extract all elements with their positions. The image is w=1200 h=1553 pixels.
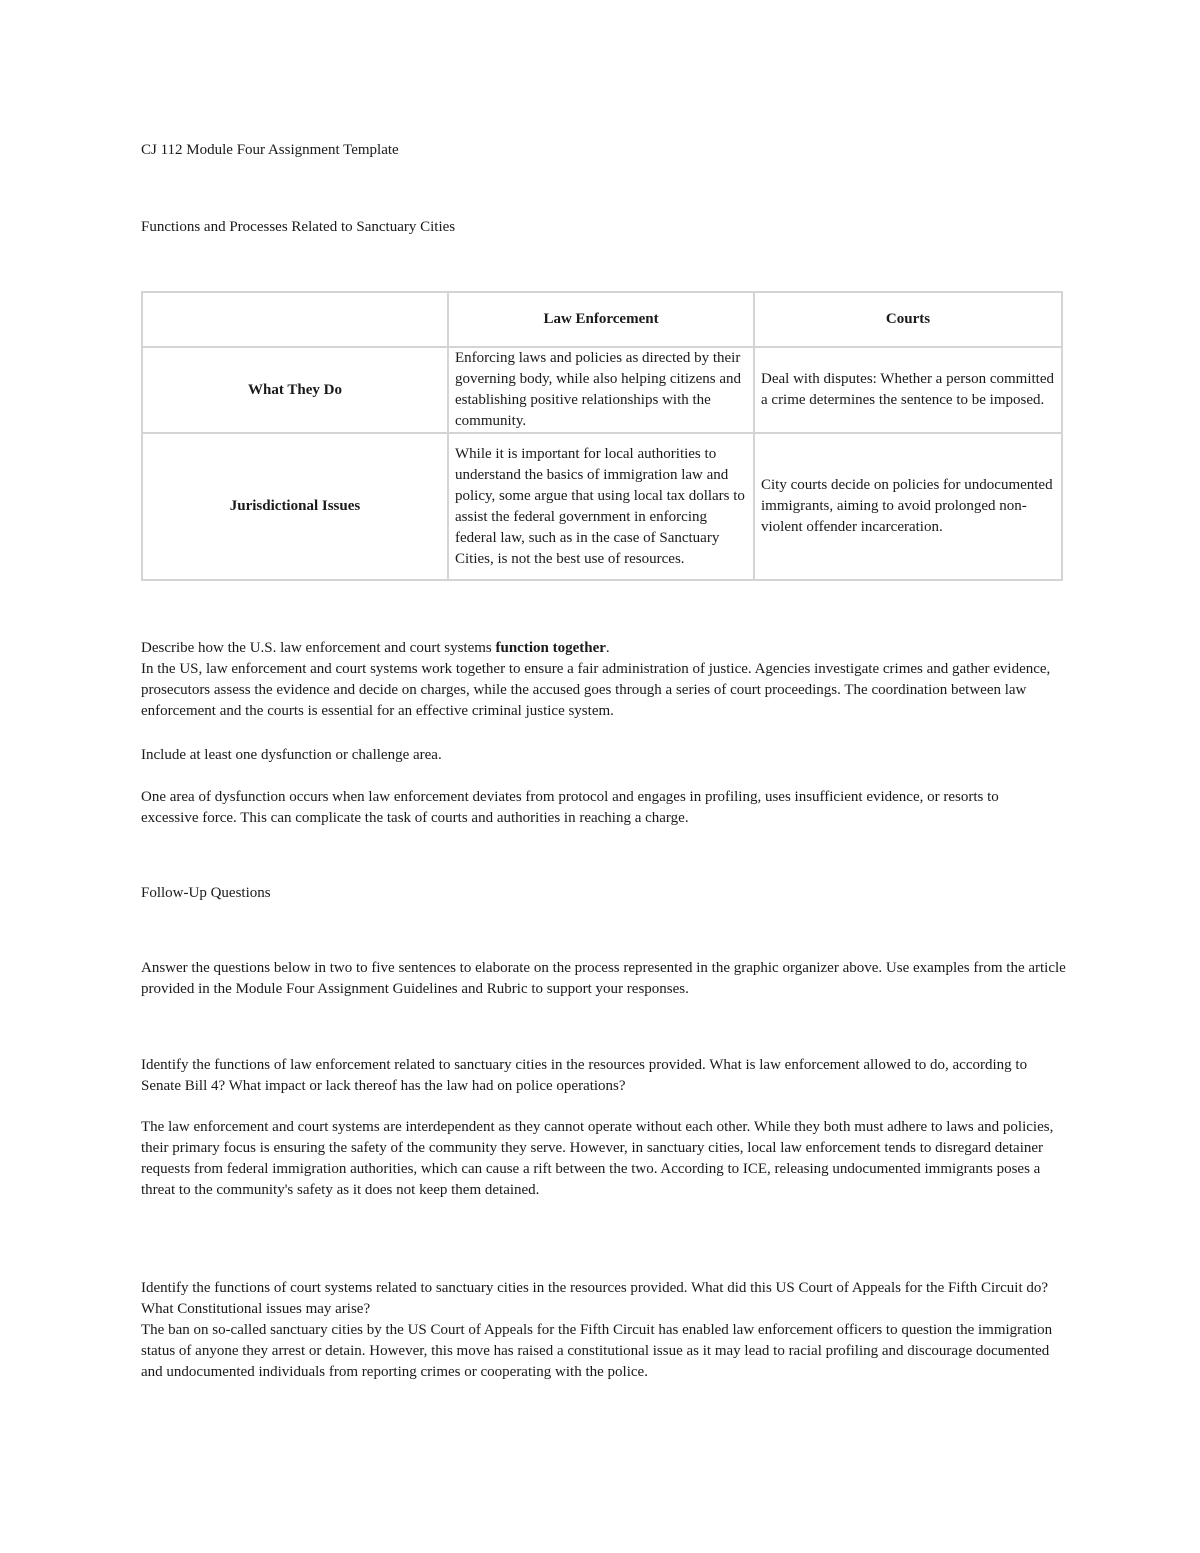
describe-prompt-bold: function together <box>495 640 606 656</box>
graphic-organizer-table <box>141 291 1063 581</box>
dysfunction-prompt: Include at least one dysfunction or challenge area. <box>141 747 442 763</box>
row-label-what-they-do: What They Do <box>142 347 448 433</box>
table-row <box>142 347 1062 433</box>
describe-prompt-start: Describe how the U.S. law enforcement and court systems <box>141 640 496 656</box>
cell-courts-jurisdictional: City courts decide on policies for undocumented immigrants, aiming to avoid prolonged non-violent offender incarceration. <box>754 433 1062 580</box>
row-label-jurisdictional-issues: Jurisdictional Issues <box>142 433 448 580</box>
answer-1: The law enforcement and court systems are interdependent as they cannot operate without each other. While they both must adhere to laws and policies, their primary focus is ensuring the safety of the community they serve. However, in sanctuary cities, local law enforcement tends to disregard detainer requests from federal immigration authorities, which can cause a rift between the two. According to ICE, releasing undocumented immigrants poses a threat to the community's safety as it does not keep them detained. <box>141 1119 1054 1198</box>
describe-prompt-end: . <box>605 640 610 656</box>
section-title: Functions and Processes Related to Sanctuary Cities <box>141 219 456 235</box>
table-row <box>142 433 1062 580</box>
answer-2: The ban on so-called sanctuary cities by the US Court of Appeals for the Fifth Circuit has enabled law enforcement officers to question the immigration status of anyone they arrest or detain. However, this move has raised a constitutional issue as it may lead to racial profiling and discourage documented and undocumented individuals from reporting crimes or cooperating with the police. <box>141 1322 1053 1380</box>
table-header-law-enforcement: Law Enforcement <box>448 292 754 347</box>
table-header-courts: Courts <box>754 292 1062 347</box>
cell-law-enforcement-jurisdictional: While it is important for local authorities to understand the basics of immigration law and policy, some argue that using local tax dollars to assist the federal government in enforcing federal law, such as in the case of Sanctuary Cities, is not the best use of resources. <box>448 433 754 580</box>
cell-law-enforcement-what-they-do: Enforcing laws and policies as directed by their governing body, while also helping citizens and establishing positive relationships with the community. <box>448 347 754 433</box>
describe-prompt <box>141 638 1066 659</box>
describe-answer: In the US, law enforcement and court systems work together to ensure a fair administration of justice. Agencies investigate crimes and gather evidence, prosecutors assess the evidence and decide on charges, while the accused goes through a series of court proceedings. The coordination between law enforcement and the courts is essential for an effective criminal justice system. <box>141 661 1051 719</box>
question-2: Identify the functions of court systems related to sanctuary cities in the resources provided. What did this US Court of Appeals for the Fifth Circuit do? What Constitutional issues may arise? <box>141 1280 1049 1317</box>
question-1: Identify the functions of law enforcement related to sanctuary cities in the resources provided. What is law enforcement allowed to do, according to Senate Bill 4? What impact or lack thereof has the law had on police operations? <box>141 1057 1028 1094</box>
cell-courts-what-they-do: Deal with disputes: Whether a person committed a crime determines the sentence to be imposed. <box>754 347 1062 433</box>
follow-up-heading: Follow-Up Questions <box>141 885 271 901</box>
table-header-row <box>142 292 1062 347</box>
follow-up-instructions: Answer the questions below in two to five sentences to elaborate on the process represented in the graphic organizer above. Use examples from the article provided in the Module Four Assignment Guidelines and Rubric to support your responses. <box>141 960 1066 997</box>
dysfunction-answer: One area of dysfunction occurs when law enforcement deviates from protocol and engages in profiling, uses insufficient evidence, or resorts to excessive force. This can complicate the task of courts and authorities in reaching a charge. <box>141 789 999 826</box>
table-header-empty <box>142 292 448 347</box>
page-title: CJ 112 Module Four Assignment Template <box>141 142 399 158</box>
